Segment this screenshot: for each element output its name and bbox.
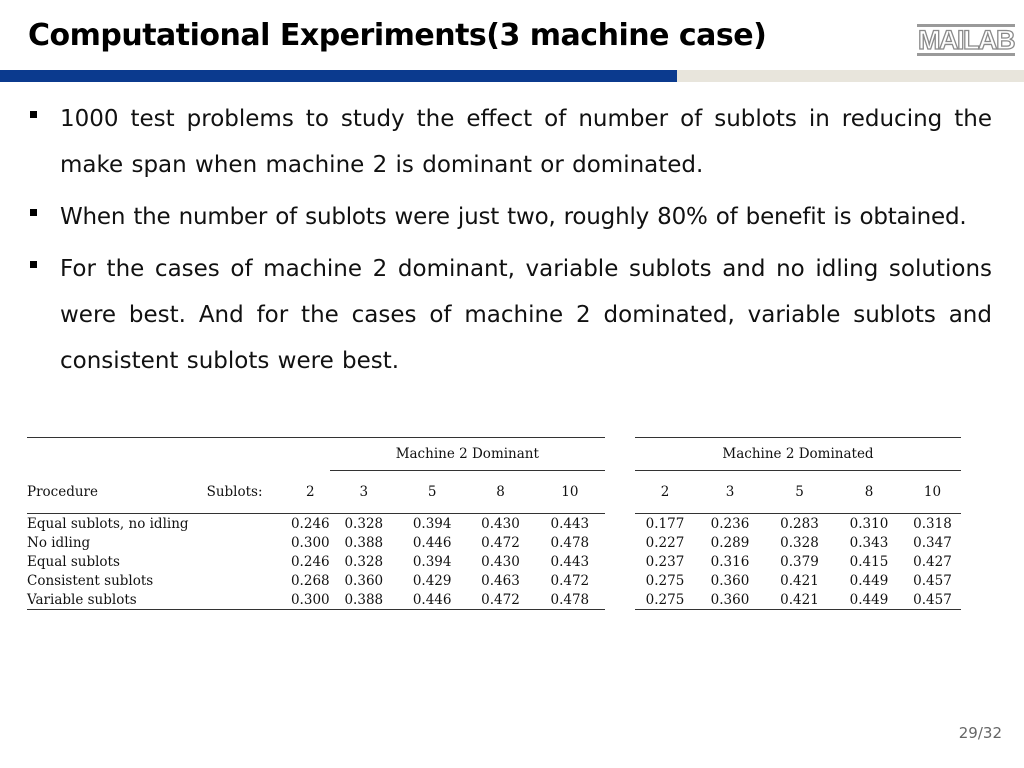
value-cell: 0.415	[849, 553, 889, 570]
value-cell: 0.237	[645, 553, 685, 570]
square-bullet-icon	[30, 209, 37, 216]
value-cell: 0.246	[290, 553, 330, 570]
value-cell: 0.360	[344, 572, 384, 589]
procedure-cell: Variable sublots	[27, 591, 137, 608]
value-cell: 0.472	[550, 572, 590, 589]
value-cell: 0.328	[344, 553, 384, 570]
value-cell: 0.275	[645, 591, 685, 608]
value-cell: 0.443	[550, 553, 590, 570]
value-cell: 0.388	[344, 534, 384, 551]
value-cell: 0.463	[481, 572, 520, 589]
value-cell: 0.328	[344, 515, 384, 532]
value-cell: 0.289	[710, 534, 750, 551]
value-cell: 0.328	[780, 534, 819, 551]
page-number: 29/32	[958, 724, 1002, 742]
bullet-item	[30, 246, 992, 384]
table-row	[27, 552, 605, 571]
slide-title: Computational Experiments(3 machine case)	[28, 18, 767, 53]
bullet-text: 1000 test problems to study the effect of number of sublots in reducing the make span when machine 2 is dominant or dominated.	[60, 106, 992, 178]
bullet-text: When the number of sublots were just two, roughly 80% of benefit is obtained.	[60, 204, 967, 230]
value-cell: 0.283	[780, 515, 819, 532]
table-row	[635, 571, 961, 590]
square-bullet-icon	[30, 261, 37, 268]
procedure-cell: Equal sublots, no idling	[27, 515, 189, 532]
bullet-text: For the cases of machine 2 dominant, variable sublots and no idling solutions were best. And for the cases of machine 2 dominated, variable sublots and consistent sublots were best.	[60, 256, 992, 374]
value-cell: 0.268	[290, 572, 330, 589]
value-cell: 0.457	[913, 591, 952, 608]
value-cell: 0.430	[481, 553, 520, 570]
value-cell: 0.430	[481, 515, 520, 532]
bullet-item	[30, 96, 992, 188]
value-cell: 0.394	[412, 515, 452, 532]
header-bar-blue	[0, 70, 677, 82]
value-cell: 0.478	[550, 591, 590, 608]
table-row	[635, 552, 961, 571]
table-row	[27, 590, 605, 610]
value-cell: 0.360	[710, 591, 750, 608]
value-cell: 0.421	[780, 591, 819, 608]
table-row	[27, 514, 605, 534]
table-row	[27, 533, 605, 552]
table-row	[27, 571, 605, 590]
value-cell: 0.318	[913, 515, 952, 532]
bullet-item	[30, 194, 992, 240]
value-cell: 0.472	[481, 591, 520, 608]
group-header-dominated: Machine 2 Dominated	[635, 438, 961, 471]
table-row	[635, 514, 961, 534]
header-bar-gray	[677, 70, 1024, 82]
value-cell: 0.421	[780, 572, 819, 589]
square-bullet-icon	[30, 111, 37, 118]
value-cell: 0.388	[344, 591, 384, 608]
column-header: 2	[291, 471, 330, 514]
value-cell: 0.300	[290, 534, 330, 551]
value-cell: 0.394	[412, 553, 452, 570]
group-header-dominant: Machine 2 Dominant	[330, 438, 605, 471]
column-header: 3	[330, 471, 398, 514]
table-row	[635, 590, 961, 610]
value-cell: 0.347	[913, 534, 952, 551]
procedure-cell: Consistent sublots	[27, 572, 154, 589]
value-cell: 0.449	[849, 591, 889, 608]
table-row	[635, 533, 961, 552]
column-header: 3	[695, 471, 765, 514]
value-cell: 0.275	[645, 572, 685, 589]
procedure-header: Procedure	[27, 471, 207, 514]
column-header: 5	[765, 471, 834, 514]
value-cell: 0.478	[550, 534, 590, 551]
value-cell: 0.446	[412, 534, 452, 551]
value-cell: 0.310	[849, 515, 889, 532]
value-cell: 0.236	[710, 515, 750, 532]
column-header: 2	[635, 471, 695, 514]
bullet-list	[30, 96, 992, 390]
value-cell: 0.246	[290, 515, 330, 532]
value-cell: 0.429	[412, 572, 452, 589]
value-cell: 0.427	[913, 553, 952, 570]
value-cell: 0.316	[710, 553, 750, 570]
value-cell: 0.343	[849, 534, 889, 551]
value-cell: 0.457	[913, 572, 952, 589]
machine2-dominated-table	[635, 437, 961, 610]
column-header: 8	[466, 471, 534, 514]
value-cell: 0.227	[645, 534, 685, 551]
machine2-dominant-table	[27, 437, 605, 610]
value-cell: 0.446	[412, 591, 452, 608]
value-cell: 0.360	[710, 572, 750, 589]
column-header: 8	[834, 471, 904, 514]
column-header: 5	[398, 471, 466, 514]
value-cell: 0.177	[645, 515, 685, 532]
procedure-cell: Equal sublots	[27, 553, 120, 570]
column-header: 10	[535, 471, 605, 514]
column-header: 10	[904, 471, 961, 514]
value-cell: 0.472	[481, 534, 520, 551]
value-cell: 0.300	[290, 591, 330, 608]
procedure-cell: No idling	[27, 534, 91, 551]
value-cell: 0.443	[550, 515, 590, 532]
mailab-logo: MAILAB	[918, 25, 1014, 55]
value-cell: 0.379	[780, 553, 819, 570]
value-cell: 0.449	[849, 572, 889, 589]
sublots-header: Sublots:	[207, 471, 291, 514]
